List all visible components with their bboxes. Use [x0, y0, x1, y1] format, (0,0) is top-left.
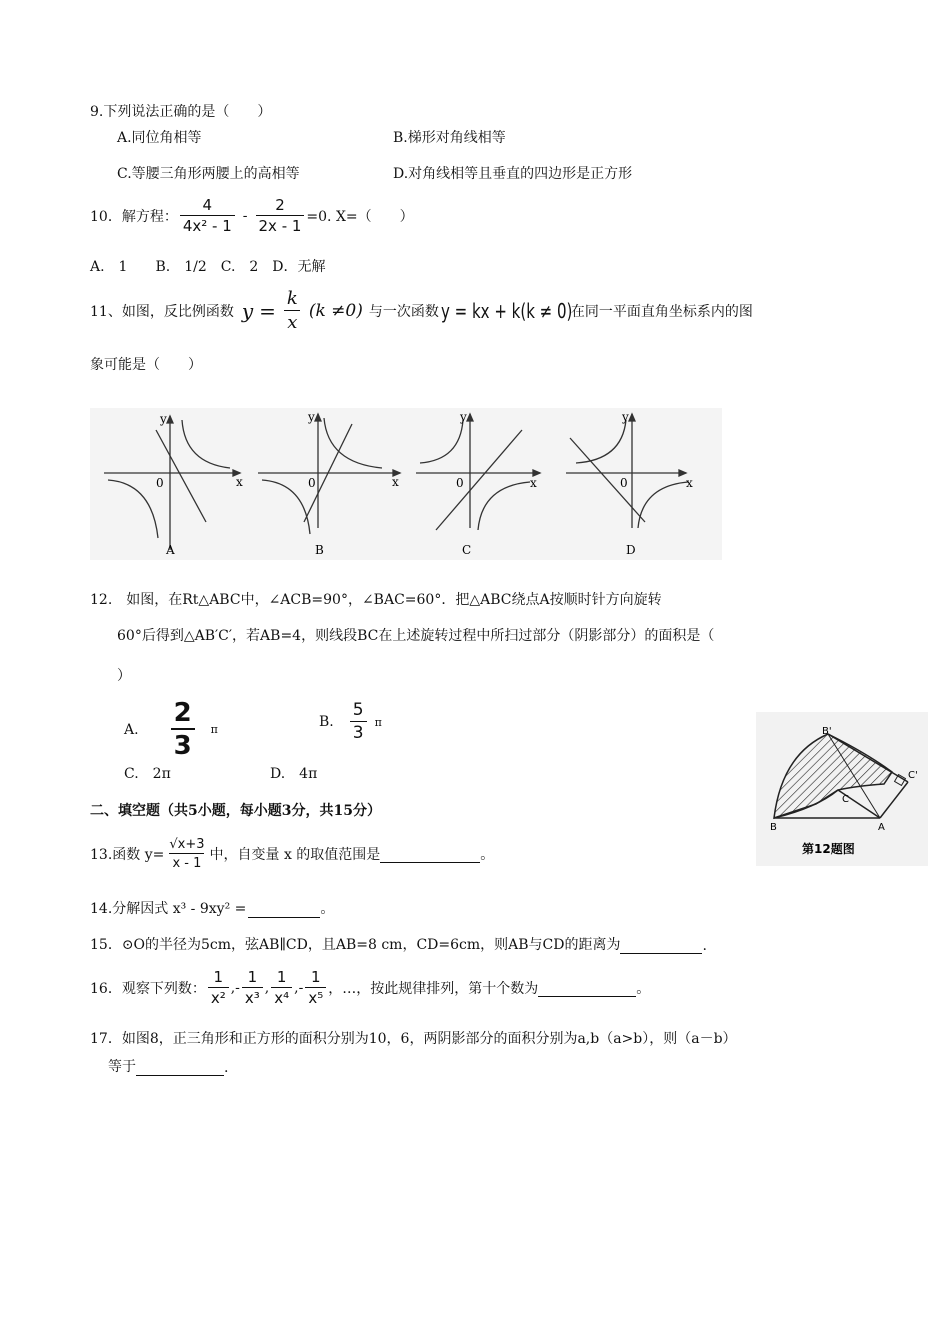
q17-end: .: [224, 1060, 229, 1076]
q12-option-d: D. 4π: [270, 766, 318, 782]
q11-stem: [90, 290, 753, 332]
q11-line2: 象可能是（ ）: [90, 357, 202, 373]
graph-b-x-label: x: [392, 475, 399, 489]
graph-c-label: C: [462, 543, 472, 557]
q16-term-3: [269, 970, 298, 1006]
q12-a-pi: π: [210, 723, 218, 736]
section-2-title: 二、填空题（共5小题，每小题3分，共15分）: [90, 803, 381, 819]
graph-c-origin: 0: [456, 476, 464, 490]
q10-frac1-den: 4x² - 1: [180, 215, 235, 234]
q16-term-2-sep: ,: [264, 980, 270, 996]
q15: [90, 934, 707, 954]
q16-term-1: [206, 970, 235, 1006]
q16-term-1-den: x²: [208, 987, 229, 1006]
q16-term-4-den: x⁵: [305, 987, 326, 1006]
graph-b-y-label: y: [308, 410, 315, 424]
q16-term-1-num: 1: [213, 968, 224, 986]
q11-middle: 与一次函数: [368, 304, 439, 320]
q16-prefix: 16．观察下列数：: [90, 981, 206, 997]
q12-option-a: [124, 700, 218, 759]
graph-b-label: B: [315, 543, 324, 557]
q9-stem: 9.下列说法正确的是（ ）: [90, 104, 272, 120]
label-c-prime: C': [908, 770, 918, 781]
q13-answer-blank[interactable]: [380, 846, 480, 863]
graph-a-origin: 0: [156, 476, 164, 490]
q16-term-2: [235, 970, 269, 1006]
q16-term-4: [299, 970, 329, 1006]
q10-frac2-num: 2: [275, 196, 285, 214]
q10-minus: -: [242, 208, 248, 224]
q11-func1-den: x: [284, 310, 300, 332]
q13: [90, 838, 494, 870]
q17-line2-wrap: [108, 1056, 228, 1076]
q16-term-1-frac: [208, 970, 229, 1006]
q16-term-4-num: 1: [311, 968, 321, 986]
q11-graphs: [90, 408, 722, 560]
q16-suffix: ，…，按此规律排列，第十个数为: [328, 981, 539, 997]
q16-term-2-sign: -: [235, 980, 240, 996]
q11-prefix: 11、如图，反比例函数: [90, 304, 234, 320]
label-b: B: [770, 822, 777, 833]
q16-term-3-sep: ,: [294, 980, 299, 996]
label-c: C: [842, 794, 849, 805]
q11-func1-num: k: [286, 288, 298, 309]
q12-line2: 60°后得到△AB′C′，若AB=4，则线段BC在上述旋转过程中所扫过部分（阴影部分）的面积是（: [117, 628, 715, 644]
q13-den: x - 1: [169, 853, 204, 870]
q9-option-b: B.梯形对角线相等: [393, 130, 506, 146]
q16-term-2-num: 1: [247, 968, 258, 986]
q11-func1-fraction: [284, 290, 301, 332]
label-b-prime: B': [822, 726, 832, 737]
q16: [90, 970, 650, 1006]
graph-a-y-label: y: [160, 412, 167, 426]
graph-c-x-label: x: [530, 476, 537, 490]
q11-func1-y: y: [241, 299, 254, 323]
q11-suffix: 在同一平面直角坐标系内的图: [570, 304, 753, 320]
q16-end: 。: [636, 981, 651, 997]
q12-a-num: 2: [173, 698, 192, 728]
q10-frac1-num: 4: [202, 196, 213, 214]
graph-d-origin: 0: [620, 476, 628, 490]
q12-b-num: 5: [352, 700, 364, 720]
q9-option-c: C.等腰三角形两腰上的高相等: [117, 166, 300, 182]
q10-prefix: 10．解方程：: [90, 209, 178, 225]
q10-stem: [90, 198, 414, 234]
label-a: A: [878, 822, 885, 833]
q14-answer-blank[interactable]: [248, 901, 320, 918]
q12-a-label: A.: [124, 721, 139, 738]
graph-a-label: A: [166, 543, 175, 557]
q13-num: √x+3: [169, 837, 205, 852]
q11-func2: y = kx + k(k ≠ 0): [440, 299, 573, 323]
graph-a-x-label: x: [236, 475, 243, 489]
graph-d-label: D: [626, 543, 636, 557]
q13-prefix: 13.函数 y=: [90, 847, 165, 863]
figure-caption: 第12题图: [802, 842, 855, 856]
q12-option-b: [319, 702, 382, 742]
q12-b-fraction: [350, 702, 367, 742]
q17-line1: 17．如图8，正三角形和正方形的面积分别为10，6，两阴影部分的面积分别为a,b（a>b），则（a－b）: [90, 1031, 737, 1047]
q9-option-d: D.对角线相等且垂直的四边形是正方形: [393, 166, 633, 182]
q16-term-1-sep: ,: [230, 980, 236, 996]
q11-func1-cond: (k ≠0): [308, 301, 363, 321]
q13-suffix: 中，自变量 x 的取值范围是: [209, 847, 381, 863]
q12-figure: [756, 712, 928, 866]
q10-frac2-den: 2x - 1: [256, 215, 305, 234]
q15-answer-blank[interactable]: [620, 937, 702, 954]
graph-b-origin: 0: [308, 476, 316, 490]
q12-b-den: 3: [350, 721, 367, 742]
q16-term-3-den: x⁴: [271, 987, 292, 1006]
q16-term-3-frac: [271, 970, 292, 1006]
graph-c-y-label: y: [460, 410, 467, 424]
q12-a-den: 3: [171, 728, 195, 759]
q16-term-3-num: 1: [276, 968, 287, 986]
q12-option-c: C. 2π: [124, 766, 171, 782]
q16-term-2-den: x³: [242, 987, 263, 1006]
q11-func1-eq: =: [259, 299, 276, 323]
q10-fraction-2: [256, 198, 305, 234]
q14: [90, 898, 334, 918]
q16-answer-blank[interactable]: [538, 980, 636, 997]
q9-option-a: A.同位角相等: [117, 130, 202, 146]
q12-line1: 12. 如图，在Rt△ABC中，∠ACB=90°，∠BAC=60°．把△ABC绕点A按顺时针方向旋转: [90, 592, 662, 608]
graph-d-y-label: y: [622, 410, 629, 424]
q14-end: 。: [320, 901, 335, 917]
q10-fraction-1: [180, 198, 235, 234]
q13-fraction: [166, 838, 207, 870]
q12-line3: ）: [117, 668, 131, 684]
q12-b-pi: π: [374, 715, 382, 729]
q12-a-fraction: [171, 700, 195, 759]
q16-term-4-sign: -: [298, 980, 304, 996]
q17-answer-blank[interactable]: [136, 1059, 224, 1076]
q10-options: A. 1 B. 1/2 C. 2 D．无解: [90, 259, 326, 275]
q15-text: 15．⊙O的半径为5cm，弦AB∥CD，且AB=8 cm，CD=6cm，则AB与CD的距离为: [90, 937, 621, 953]
q10-suffix: =0. X=（ ）: [306, 209, 414, 225]
q17-line2: 等于: [108, 1059, 136, 1075]
graph-d-x-label: x: [686, 476, 693, 490]
q16-term-2-frac: [242, 970, 263, 1006]
q15-end: .: [702, 938, 707, 954]
q16-term-4-frac: [305, 970, 326, 1006]
q13-end: 。: [480, 847, 495, 863]
q12-b-label: B.: [319, 714, 334, 730]
q14-text: 14.分解因式 x³ - 9xy² =: [90, 901, 247, 917]
